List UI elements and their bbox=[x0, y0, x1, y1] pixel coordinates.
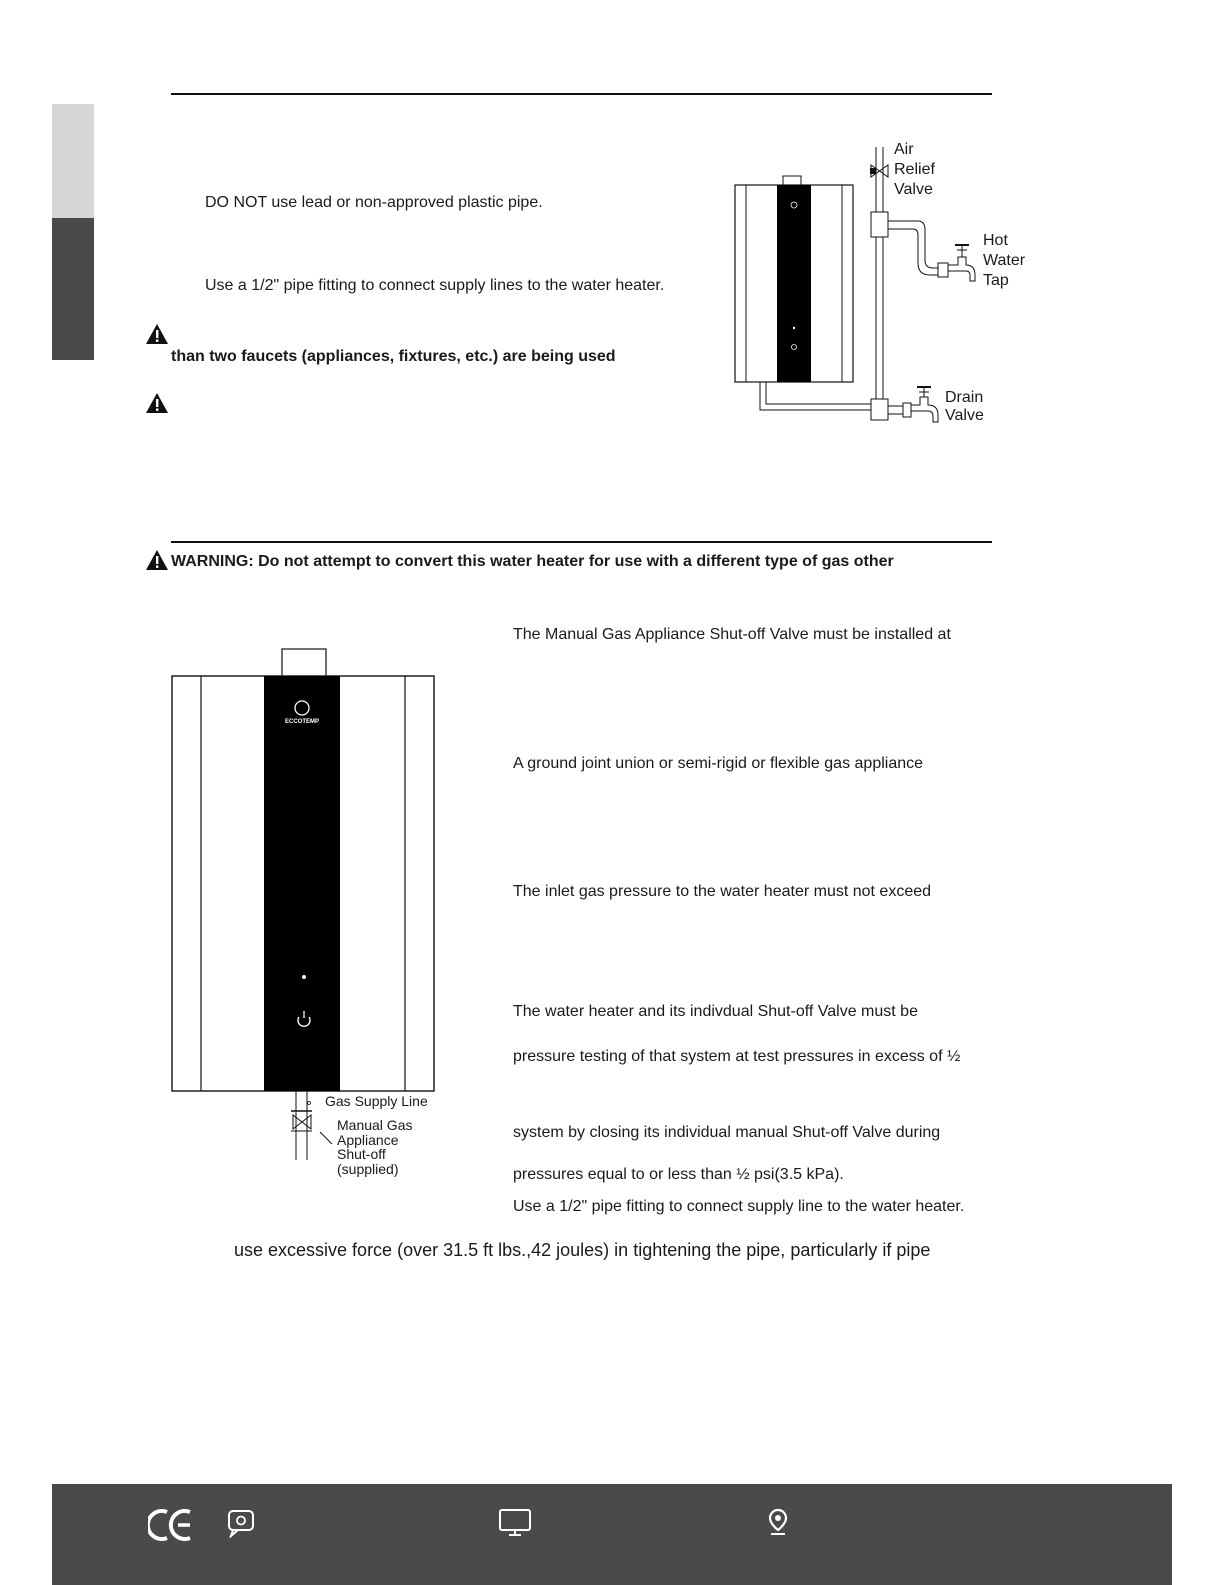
no-lead-pipe-text: DO NOT use lead or non-approved plastic pipe. bbox=[205, 194, 543, 211]
heater-front-panel bbox=[777, 185, 811, 382]
brand-text: ECCOTEMP bbox=[284, 719, 320, 725]
gas-para-3: The inlet gas pressure to the water heater must not exceed bbox=[513, 883, 932, 900]
gas-para-6: system by closing its individual manual Shut-off Valve during bbox=[513, 1124, 941, 1141]
hot-water-label-1: Hot bbox=[983, 232, 1008, 249]
section-rule-top bbox=[171, 93, 992, 95]
faucets-warning-text: than two faucets (appliances, fixtures, etc.) are being used bbox=[171, 348, 616, 365]
gas-supply-line-label: Gas Supply Line bbox=[325, 1093, 428, 1109]
gas-para-8: Use a 1/2" pipe fitting to connect supply line to the water heater. bbox=[513, 1198, 965, 1215]
warning-icon bbox=[145, 549, 169, 571]
air-relief-label-2: Relief bbox=[894, 161, 935, 178]
gas-heater-front-panel bbox=[264, 676, 340, 1091]
support-chat-icon bbox=[226, 1508, 256, 1538]
gas-para-2: A ground joint union or semi-rigid or flexible gas appliance bbox=[513, 755, 924, 772]
section-rule-gas bbox=[171, 541, 992, 543]
air-relief-label-1: Air bbox=[894, 141, 914, 158]
drain-valve-label-2: Valve bbox=[945, 407, 984, 424]
half-inch-fitting-text: Use a 1/2" pipe fitting to connect supply lines to the water heater. bbox=[205, 277, 665, 294]
flame-indicator-icon bbox=[302, 975, 306, 979]
gas-para-5: pressure testing of that system at test pressures in excess of ½ bbox=[513, 1048, 961, 1065]
shutoff-label-2: Appliance bbox=[337, 1132, 399, 1148]
ce-mark-icon bbox=[148, 1508, 194, 1542]
warning-icon bbox=[145, 392, 169, 414]
shutoff-label-3: Shut-off bbox=[337, 1146, 386, 1162]
excessive-force-text: use excessive force (over 31.5 ft lbs.,42 joules) in tightening the pipe, particularly if pipe bbox=[234, 1240, 931, 1260]
page-footer bbox=[52, 1484, 1172, 1585]
hot-water-label-2: Water bbox=[983, 252, 1026, 269]
shutoff-label-1: Manual Gas bbox=[337, 1117, 413, 1133]
warning-icon bbox=[145, 323, 169, 345]
water-connection-diagram bbox=[730, 135, 1040, 430]
location-pin-icon bbox=[767, 1508, 789, 1538]
shutoff-label-4: (supplied) bbox=[337, 1161, 399, 1177]
hot-water-label-3: Tap bbox=[983, 272, 1009, 289]
gas-para-4: The water heater and its indivdual Shut-off Valve must be bbox=[513, 1003, 918, 1020]
side-tab-dark bbox=[52, 218, 94, 360]
gas-para-7: pressures equal to or less than ½ psi(3.5 kPa). bbox=[513, 1166, 844, 1183]
side-tab-light bbox=[52, 104, 94, 218]
air-relief-label-3: Valve bbox=[894, 181, 933, 198]
gas-connection-diagram bbox=[165, 645, 465, 1190]
gas-para-1: The Manual Gas Appliance Shut-off Valve must be installed at bbox=[513, 626, 951, 643]
gas-conversion-warning: WARNING: Do not attempt to convert this water heater for use with a different type of gas other bbox=[171, 553, 894, 570]
drain-valve-label-1: Drain bbox=[945, 389, 984, 406]
monitor-icon bbox=[498, 1508, 532, 1538]
